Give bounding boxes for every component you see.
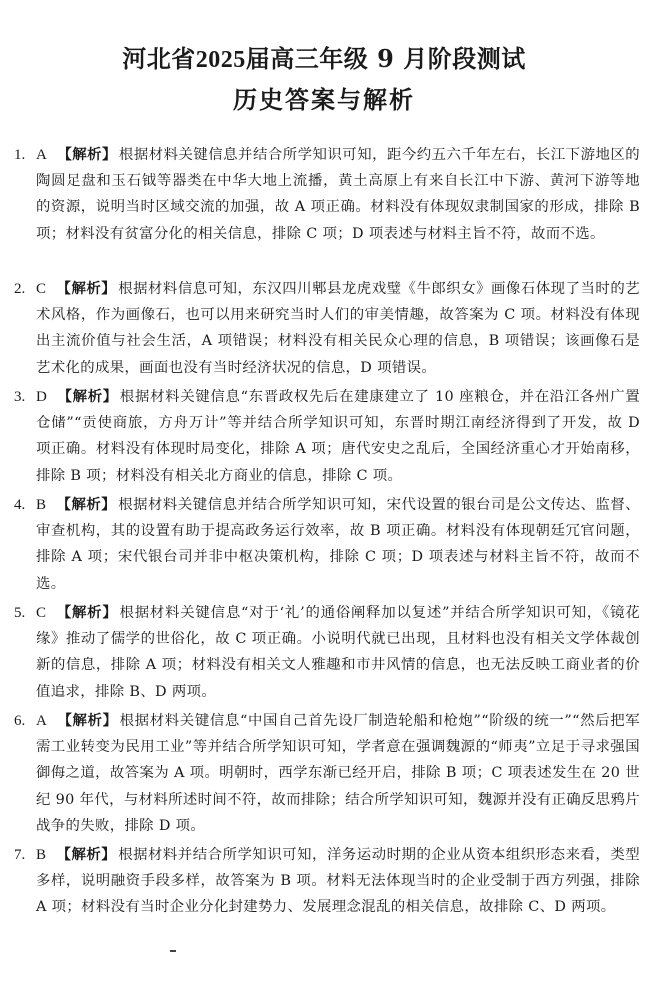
question-number: 3. xyxy=(14,389,26,405)
question-number: 2. xyxy=(14,281,26,297)
document-subtitle: 历史答案与解析 xyxy=(233,85,415,114)
answer-item-1 xyxy=(14,142,640,247)
answer-item-5 xyxy=(14,600,640,705)
analysis-text: 根据材料并结合所学知识可知，洋务运动时期的企业从资本组织形态来看，类型多样，说明融资手段多样，故答案为 B 项。材料无法体现当时的企业受制于西方列强，排除 A 项；材料没有当时企业分化封建势力、发展理念混乱的相关信息，故排除 C、D 两项。 xyxy=(36,847,640,916)
question-number: 6. xyxy=(14,713,26,729)
answer-explanation xyxy=(36,276,640,381)
analysis-text: 根据材料关键信息并结合所学知识可知，距今约五六千年左右，长江下游地区的陶圆足盘和玉石钺等器类在中华大地上流播，黄土高原上有来自长江中下游、黄河下游等地的资源，说明当时区域交流的加强，故 A 项正确。材料没有体现奴隶制国家的形成，排除 B 项；材料没有贫富分化的相关信息，排除 C 项；D 项表述与材料主旨不符，故而不选。 xyxy=(36,147,640,242)
analysis-tag: 【解析】 xyxy=(57,712,118,729)
question-number: 4. xyxy=(14,497,26,513)
answer-item-4 xyxy=(14,492,640,597)
answer-item-2 xyxy=(14,276,640,381)
analysis-text: 根据材料关键信息“东晋政权先后在建康建立了 10 座粮仓，并在沿江各州广置仓储”“贡使商旅，方舟万计”等并结合所学知识可知，东晋时期江南经济得到了开发，故 D 项正确。材料没有体现时局变化，排除 A 项；唐代安史之乱后，全国经济重心才开始南移，排除 B 项；材料没有相关北方商业的信息，排除 C 项。 xyxy=(36,389,640,484)
answer-choice: C xyxy=(36,605,47,621)
analysis-tag: 【解析】 xyxy=(56,604,118,621)
analysis-text: 根据材料关键信息“对于‘礼’的通俗阐释加以复述”并结合所学知识可知，《镜花缘》推动了儒学的世俗化，故 C 项正确。小说明代就已出现，且材料也没有相关文学体裁创新的信息，排除 A 项；材料没有相关文人雅趣和市井风情的信息，也无法反映工商业者的价值追求，排除 B、D 两项。 xyxy=(36,605,640,700)
analysis-tag: 【解析】 xyxy=(56,280,117,297)
title-year: 2025 xyxy=(195,47,246,73)
answer-item-3 xyxy=(14,384,640,489)
answer-explanation xyxy=(36,384,640,489)
analysis-text: 根据材料信息可知，东汉四川郫县龙虎戏璧《牛郎织女》画像石体现了当时的艺术风格，作为画像石，也可以用来研究当时人们的审美情趣，故答案为 C 项。材料没有体现出主流价值与社会生活，A 项错误；材料没有相关民众心理的信息，B 项错误；该画像石是艺术化的成果，画面也没有当时经济状况的信息，D 项错误。 xyxy=(36,281,640,376)
answer-item-6 xyxy=(14,708,640,839)
answer-choice: C xyxy=(36,281,47,297)
answer-choice: A xyxy=(36,713,48,729)
question-number: 7. xyxy=(14,847,26,863)
answer-item-7 xyxy=(14,842,640,921)
document-title xyxy=(0,42,648,77)
analysis-text: 根据材料关键信息并结合所学知识可知，宋代设置的银台司是公文传达、监督、审查机构，其的设置有助于提高政务运行效率，故 B 项正确。材料没有体现朝廷冗官问题，排除 A 项；宋代银台司并非中枢决策机构，排除 C 项；D 项表述与材料主旨不符，故而不选。 xyxy=(36,497,640,592)
question-number: 5. xyxy=(14,605,26,621)
answer-explanation xyxy=(36,600,640,705)
answer-explanation xyxy=(36,708,640,839)
analysis-tag: 【解析】 xyxy=(57,388,118,405)
answer-choice: A xyxy=(36,147,48,163)
page-mark xyxy=(170,950,176,952)
answer-explanation xyxy=(36,142,640,247)
answer-explanation xyxy=(36,842,640,921)
analysis-text: 根据材料关键信息“中国自己首先设厂制造轮船和枪炮”“阶级的统一”“然后把军需工业转变为民用工业”等并结合所学知识可知，学者意在强调魏源的“师夷”立足于寻求强国御侮之道，故答案为 A 项。明朝时，西学东渐已经开启，排除 B 项；C 项表述发生在 20 世纪 90 年代，与材料所述时间不符，故而排除；结合所学知识可知，魏源并没有正确反思鸦片战争的失败，排除 D 项。 xyxy=(36,713,640,834)
analysis-tag: 【解析】 xyxy=(56,846,117,863)
analysis-tag: 【解析】 xyxy=(56,496,117,513)
question-number: 1. xyxy=(14,147,26,163)
title-province: 河北省 xyxy=(122,44,196,73)
answer-explanation xyxy=(36,492,640,597)
answer-choice: D xyxy=(36,389,48,405)
answer-choice: B xyxy=(36,497,47,513)
answer-choice: B xyxy=(36,847,47,863)
title-rest: 届高三年级 9 月阶段测试 xyxy=(245,44,526,73)
analysis-tag: 【解析】 xyxy=(57,146,117,163)
